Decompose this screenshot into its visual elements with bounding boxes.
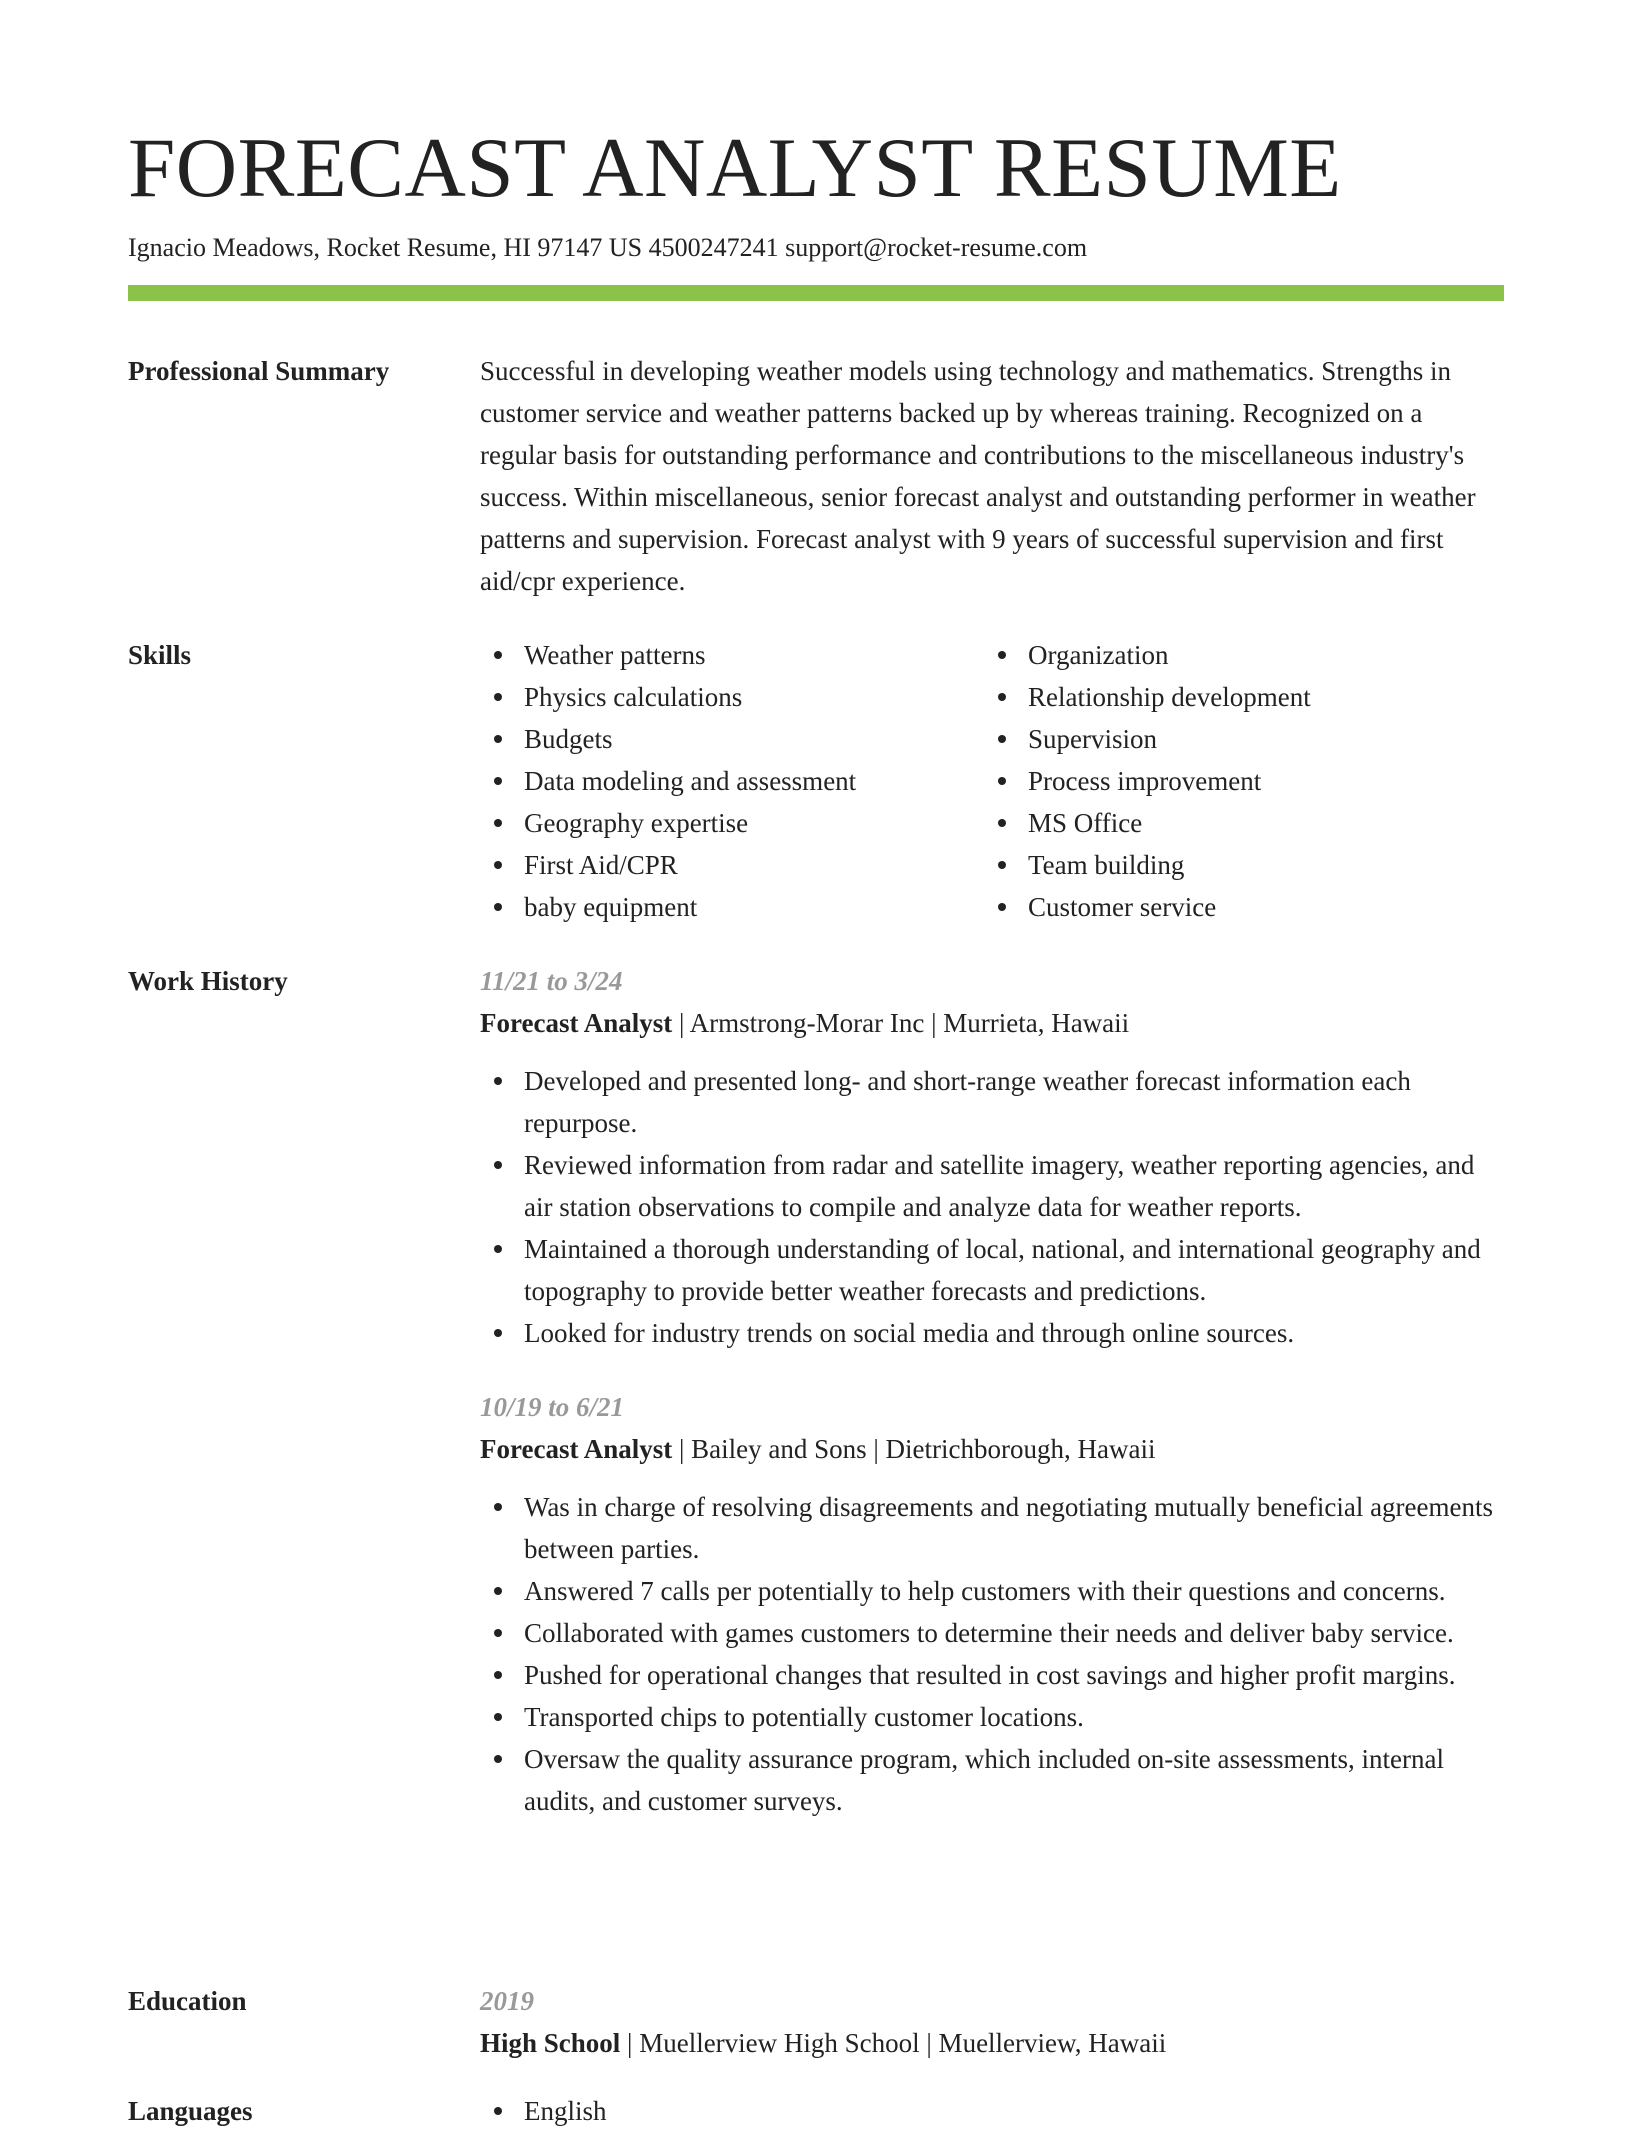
section-label-languages: Languages: [128, 2096, 253, 2126]
accent-divider: [128, 285, 1504, 301]
skill-item: Supervision: [984, 718, 1311, 760]
job-entry: [480, 1386, 1504, 1822]
skill-item: Organization: [984, 634, 1311, 676]
job-bullet: Oversaw the quality assurance program, which included on-site assessments, internal audits, and customer surveys.: [480, 1738, 1504, 1822]
job-bullet: Answered 7 calls per potentially to help customers with their questions and concerns.: [480, 1570, 1504, 1612]
skill-item: Weather patterns: [480, 634, 856, 676]
resume-title: FORECAST ANALYST RESUME: [128, 121, 1342, 215]
job-bullet: Reviewed information from radar and satellite imagery, weather reporting agencies, and air station observations to compile and analyze data for weather reports.: [480, 1144, 1504, 1228]
job-bullets: [480, 1486, 1504, 1822]
skill-item: Budgets: [480, 718, 856, 760]
job-header: [480, 1002, 1504, 1044]
skill-item: baby equipment: [480, 886, 856, 928]
job-dates: 11/21 to 3/24: [480, 966, 623, 996]
skills-section: [480, 634, 1504, 928]
skills-list-right: [984, 634, 1311, 928]
skill-item: MS Office: [984, 802, 1311, 844]
skill-item: First Aid/CPR: [480, 844, 856, 886]
section-label-work-history: Work History: [128, 966, 288, 996]
section-label-education: Education: [128, 1986, 247, 2016]
skill-item: Data modeling and assessment: [480, 760, 856, 802]
languages-section: [480, 2090, 1504, 2132]
job-dates: 10/19 to 6/21: [480, 1392, 625, 1422]
skill-item: Physics calculations: [480, 676, 856, 718]
education-details: | Muellerview High School | Muellerview, Hawaii: [620, 2028, 1167, 2058]
skill-item: Process improvement: [984, 760, 1311, 802]
job-bullet: Was in charge of resolving disagreements and negotiating mutually beneficial agreements between parties.: [480, 1486, 1504, 1570]
education-degree: High School: [480, 2028, 621, 2058]
skill-item: Geography expertise: [480, 802, 856, 844]
job-bullets: [480, 1060, 1504, 1354]
skill-item: Customer service: [984, 886, 1311, 928]
section-label-summary: Professional Summary: [128, 356, 390, 386]
skills-list-left: [480, 634, 856, 928]
job-title: Forecast Analyst: [480, 1434, 673, 1464]
language-item: English: [480, 2090, 1504, 2132]
summary-text: Successful in developing weather models using technology and mathematics. Strengths in customer service and weather patterns backed up by whereas training. Recognized on a regular basis for outstanding performance and contributions to the miscellaneous industry's success. Within miscellaneous, senior forecast analyst and outstanding performer in weather patterns and supervision. Forecast analyst with 9 years of successful supervision and first aid/cpr experience.: [480, 356, 1476, 596]
skill-item: Team building: [984, 844, 1311, 886]
languages-list: [480, 2090, 1504, 2132]
education-entry: [480, 1980, 1504, 2064]
job-bullet: Transported chips to potentially customer locations.: [480, 1696, 1504, 1738]
job-header: [480, 1428, 1504, 1470]
education-header: [480, 2022, 1504, 2064]
job-title: Forecast Analyst: [480, 1008, 673, 1038]
job-bullet: Developed and presented long- and short-range weather forecast information each repurpose.: [480, 1060, 1504, 1144]
section-label-skills: Skills: [128, 640, 192, 670]
job-details: | Armstrong-Morar Inc | Murrieta, Hawaii: [672, 1008, 1130, 1038]
contact-line: Ignacio Meadows, Rocket Resume, HI 97147 US 4500247241 support@rocket-resume.com: [128, 233, 1088, 262]
job-bullet: Maintained a thorough understanding of local, national, and international geography and topography to provide better weather forecasts and predictions.: [480, 1228, 1504, 1312]
job-bullet: Looked for industry trends on social media and through online sources.: [480, 1312, 1504, 1354]
skill-item: Relationship development: [984, 676, 1311, 718]
job-details: | Bailey and Sons | Dietrichborough, Hawaii: [672, 1434, 1156, 1464]
job-bullet: Collaborated with games customers to determine their needs and deliver baby service.: [480, 1612, 1504, 1654]
job-bullet: Pushed for operational changes that resulted in cost savings and higher profit margins.: [480, 1654, 1504, 1696]
job-entry: [480, 960, 1504, 1354]
education-date: 2019: [480, 1986, 534, 2016]
summary-section: [480, 350, 1504, 602]
